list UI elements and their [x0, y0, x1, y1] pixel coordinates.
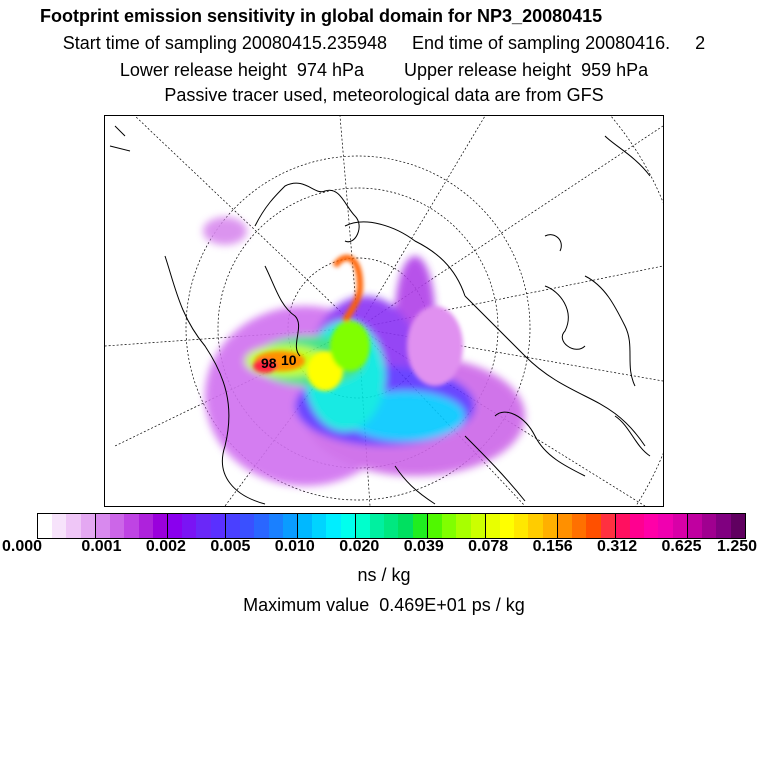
colorbar-cell	[528, 514, 542, 538]
colorbar-tick-label: 0.005	[210, 538, 251, 555]
colorbar-cell	[38, 514, 52, 538]
colorbar-tick-label: 0.078	[468, 538, 509, 555]
colorbar-cell	[427, 514, 442, 538]
footprint-map	[104, 115, 664, 507]
colorbar-cell	[139, 514, 153, 538]
colorbar-cell	[124, 514, 138, 538]
colorbar-cell	[283, 514, 297, 538]
colorbar-cell	[370, 514, 384, 538]
colorbar-cell	[413, 514, 427, 538]
plume-label-98: 98	[261, 355, 277, 371]
colorbar-tick-label: 0.020	[339, 538, 380, 555]
colorbar-cell	[66, 514, 80, 538]
colorbar-cell	[702, 514, 716, 538]
colorbar-cell	[384, 514, 398, 538]
colorbar-cell	[398, 514, 412, 538]
colorbar-cell	[254, 514, 268, 538]
colorbar-cell	[196, 514, 210, 538]
tracer-info-line: Passive tracer used, meteorological data are from GFS	[164, 85, 604, 105]
colorbar-cell	[630, 514, 644, 538]
colorbar-tick-label: 0.039	[403, 538, 444, 555]
colorbar	[37, 513, 746, 539]
map-svg	[105, 116, 663, 506]
colorbar-cell	[110, 514, 124, 538]
colorbar-cell	[326, 514, 340, 538]
maximum-value-label: Maximum value 0.469E+01 ps / kg	[243, 595, 525, 615]
plot-title: Footprint emission sensitivity in global domain for NP3_20080415	[40, 6, 603, 26]
colorbar-cell	[95, 514, 110, 538]
colorbar-cell	[586, 514, 600, 538]
colorbar-cell	[485, 514, 500, 538]
colorbar-cell	[543, 514, 557, 538]
colorbar-tick-label: 0.000	[1, 538, 43, 555]
colorbar-cell	[442, 514, 456, 538]
colorbar-cell	[456, 514, 470, 538]
colorbar-tick-label: 0.156	[532, 538, 573, 555]
colorbar-cell	[500, 514, 514, 538]
colorbar-tick-label: 0.625	[661, 538, 702, 555]
colorbar-cell	[167, 514, 182, 538]
colorbar-cell	[341, 514, 355, 538]
sampling-time-line: Start time of sampling 20080415.235948 End time of sampling 20080416. 2	[62, 33, 706, 53]
colorbar-cell	[211, 514, 225, 538]
colorbar-cell	[269, 514, 283, 538]
colorbar-cell	[355, 514, 370, 538]
release-height-line: Lower release height 974 hPa Upper release height 959 hPa	[119, 60, 649, 80]
colorbar-cell	[731, 514, 745, 538]
colorbar-cell	[716, 514, 730, 538]
colorbar-cell	[615, 514, 630, 538]
colorbar-cell	[673, 514, 687, 538]
colorbar-cell	[297, 514, 312, 538]
colorbar-tick-label: 0.002	[145, 538, 186, 555]
colorbar-cell	[240, 514, 254, 538]
colorbar-cell	[644, 514, 658, 538]
colorbar-cell	[687, 514, 702, 538]
colorbar-cell	[312, 514, 326, 538]
colorbar-cell	[557, 514, 572, 538]
colorbar-cell	[182, 514, 196, 538]
colorbar-cell	[658, 514, 672, 538]
colorbar-unit: ns / kg	[357, 565, 411, 585]
colorbar-tick-label: 0.010	[274, 538, 315, 555]
footprint-plume	[203, 217, 525, 486]
colorbar-cell	[225, 514, 240, 538]
plume-label-10: 10	[281, 352, 297, 368]
colorbar-tick-label: 0.001	[81, 538, 122, 555]
colorbar-tick-label: 0.312	[597, 538, 638, 555]
colorbar-cell	[471, 514, 485, 538]
colorbar-cell	[81, 514, 95, 538]
colorbar-cell	[514, 514, 528, 538]
colorbar-cell	[153, 514, 167, 538]
colorbar-cell	[52, 514, 66, 538]
colorbar-tick-label: 1.250	[716, 538, 758, 555]
colorbar-cell	[572, 514, 586, 538]
colorbar-cell	[601, 514, 615, 538]
